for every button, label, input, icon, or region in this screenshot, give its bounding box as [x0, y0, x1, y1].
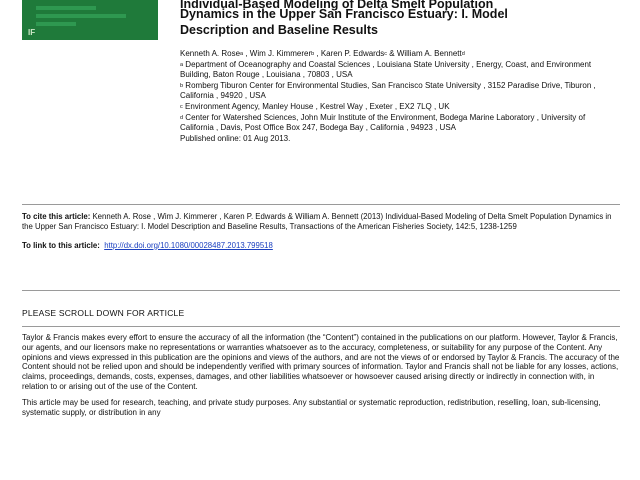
article-title: [180, 0, 620, 38]
cite-label: To cite this article:: [22, 212, 91, 221]
terms-text: [22, 333, 620, 423]
affiliation: $^c$ Environment Agency, Manley House , Kestrel Way , Exeter , EX2 7LQ , UK: [180, 101, 450, 111]
cover-stripe: [36, 22, 76, 26]
author-name: Kenneth A. Rose: [180, 49, 241, 58]
author-name: William A. Bennett: [396, 49, 462, 58]
terms-paragraph: This article may be used for research, teaching, and private study purposes. Any substantial or systematic reproduction, redistribution, reselling, loan, sub-licensing, systematic supply, or distribution in any: [22, 397, 601, 417]
title-line: Dynamics in the Upper San Francisco Estuary: I. Model: [180, 7, 508, 21]
affiliation: $^a$ Department of Oceanography and Coastal Sciences , Louisiana State University , Energy, Coast, and Environment Building, Baton Rouge , Louisiana , 70803 , USA: [180, 59, 592, 80]
affiliation: $^d$ Center for Watershed Sciences, John Muir Institute of the Environment, Bodega Marine Laboratory , University of California , Davis, Post Office Box 247, Bodega Bay , California , 94923 , USA: [180, 112, 586, 133]
author-name: Karen P. Edwards: [320, 49, 385, 58]
journal-cover-thumbnail: [22, 0, 158, 40]
title-line: Description and Baseline Results: [180, 23, 378, 37]
cite-text: Kenneth A. Rose , Wim J. Kimmerer , Karen P. Edwards & William A. Bennett (2013) Individual-Based Modeling of Delta Smelt Population Dynamics in the Upper San Francisco Estuary: I. Model Description and Baseline Results, Transactions of the American Fisheries Society, 142:5, 1238-1259: [22, 212, 612, 232]
cite-info: [22, 212, 612, 233]
divider: [22, 326, 620, 327]
author-list: Kenneth A. Rose$^a$ , Wim J. Kimmerer$^b$ , Karen P. Edwards$^c$ & William A. Bennett$^d$: [180, 49, 465, 58]
article-metadata: [180, 49, 620, 144]
affiliation: $^b$ Romberg Tiburon Center for Environmental Studies, San Francisco State University , 3152 Paradise Drive, Tiburon , California , 94920 , USA: [180, 80, 596, 101]
published-date: Published online: 01 Aug 2013.: [180, 133, 291, 143]
terms-paragraph: Taylor & Francis makes every effort to ensure the accuracy of all the information (the “Content”) contained in the publications on our platform. However, Taylor & Francis, our agents, and our licensors make no representations or warranties whatsoever as to the accuracy, completeness, or suitability for any purpose of the Content. Any opinions and views expressed in this publication are the opinions and views of the authors, and are not the views of or endorsed by Taylor & Francis. The accuracy of the Content should not be relied upon and should be independently verified with primary sources of information. Taylor and Francis shall not be liable for any losses, actions, claims, proceedings, demands, costs, expenses, damages, and other liabilities whatsoever or howsoever caused arising directly or indirectly in connection with, in relation to or arising out of the use of the Content.: [22, 333, 620, 391]
scroll-notice: PLEASE SCROLL DOWN FOR ARTICLE: [22, 308, 185, 318]
cover-stripe: [36, 6, 96, 10]
author-name: Wim J. Kimmerer: [249, 49, 312, 58]
divider: [22, 204, 620, 205]
link-info: [22, 241, 612, 251]
link-label: To link to this article:: [22, 240, 100, 250]
doi-link[interactable]: http://dx.doi.org/10.1080/00028487.2013.799518: [104, 240, 273, 250]
citation-block: [22, 212, 612, 259]
cover-label: IF: [28, 28, 36, 37]
cover-stripe: [36, 14, 126, 18]
title-line-cropped: Individual-Based Modeling of Delta Smelt Population: [180, 0, 494, 11]
divider: [22, 290, 620, 291]
